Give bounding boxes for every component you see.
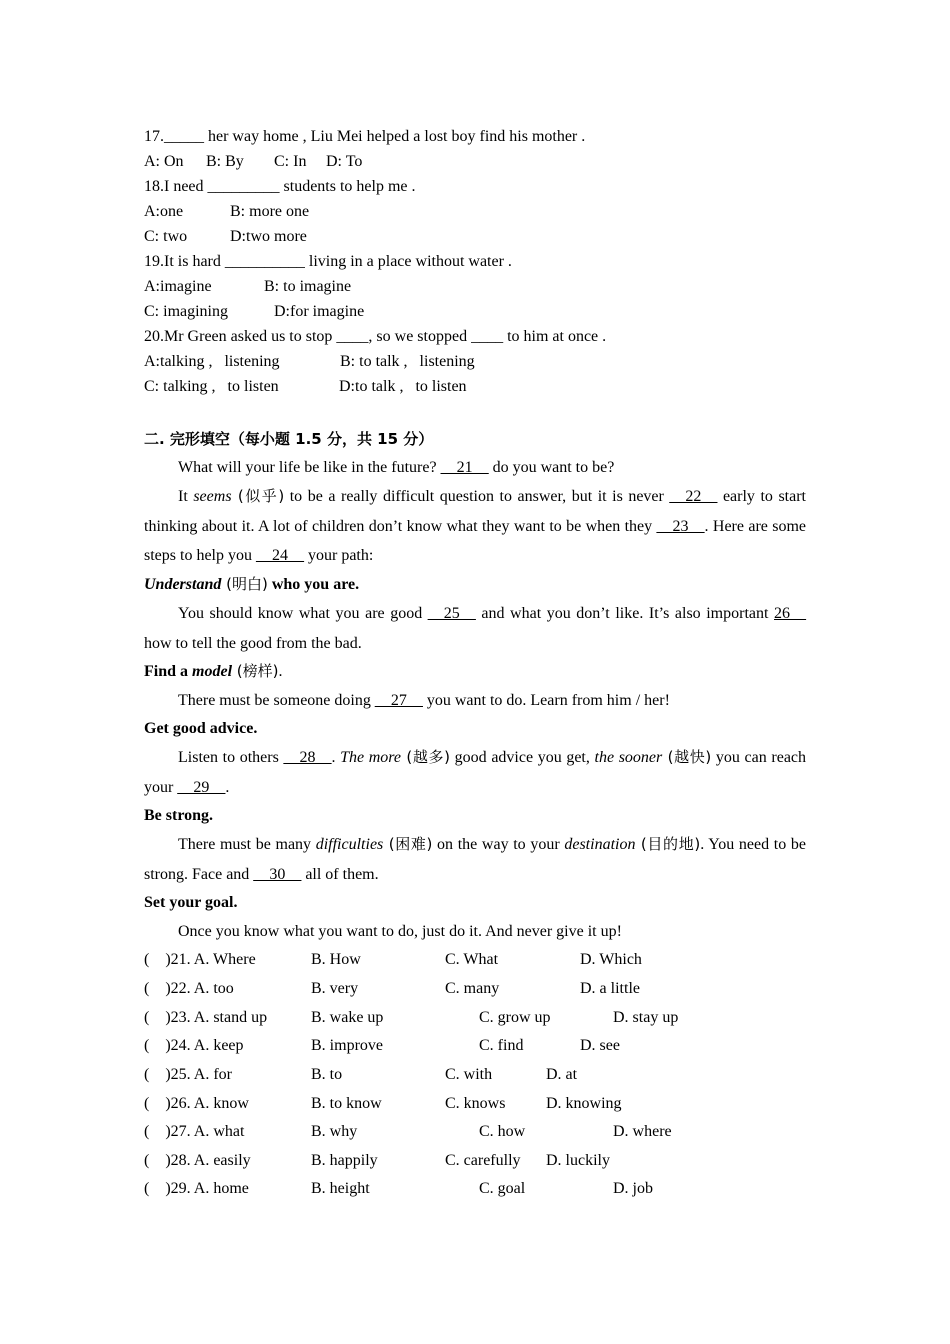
blank-23: __23__ — [656, 517, 705, 535]
cloze-q29: ( )29. A. home — [144, 1180, 249, 1197]
q20-option-a: A:talking , listening — [144, 353, 280, 370]
cloze-q23-d: D. stay up — [613, 1009, 679, 1026]
q18-option-b: B: more one — [230, 203, 310, 220]
question-17: 17._____ her way home , Liu Mei helped a lost boy find his mother . — [144, 128, 586, 145]
cloze-q23-c: C. grow up — [479, 1009, 551, 1026]
cloze-q27-d: D. where — [613, 1123, 672, 1140]
cloze-q22-c: C. many — [445, 980, 500, 997]
cloze-q26: ( )26. A. know — [144, 1095, 249, 1112]
q19-option-d: D:for imagine — [274, 303, 365, 320]
blank-28: __28__ — [283, 749, 332, 766]
cloze-paragraph-7: Once you know what you want to do, just do it. And never give it up! — [178, 923, 622, 940]
cloze-q28: ( )28. A. easily — [144, 1152, 251, 1169]
q18-option-a: A:one — [144, 203, 184, 220]
cloze-q29-b: B. height — [311, 1180, 370, 1197]
section-2-title: 二. 完形填空（每小题 1.5 分，共 15 分） — [144, 430, 434, 448]
cloze-q26-b: B. to know — [311, 1095, 382, 1112]
cloze-q23-b: B. wake up — [311, 1009, 384, 1026]
blank-26: 26__ — [774, 605, 807, 622]
q20-option-b: B: to talk , listening — [340, 353, 475, 370]
cloze-q22-b: B. very — [311, 980, 359, 997]
q20-option-d: D:to talk , to listen — [339, 378, 467, 395]
cloze-q26-c: C. knows — [445, 1095, 506, 1112]
blank-30: __30__ — [253, 865, 302, 883]
cloze-q27: ( )27. A. what — [144, 1123, 245, 1140]
cloze-q25: ( )25. A. for — [144, 1066, 232, 1083]
cloze-paragraph-5: Listen to others __28__. The more (越多) good advice you get, the sooner (越快) you can reach your __29__. — [144, 748, 807, 796]
heading-find-model: Find a model (榜样). — [144, 662, 283, 680]
cloze-paragraph-3: You should know what you are good __25__ and what you don’t like. It’s also important 26__ how to tell the good from the bad. — [144, 605, 807, 652]
cloze-q24-b: B. improve — [311, 1037, 383, 1054]
cloze-q28-d: D. luckily — [546, 1152, 610, 1169]
cloze-q23: ( )23. A. stand up — [144, 1009, 268, 1026]
blank-22: __22__ — [669, 488, 718, 505]
q19-option-a: A:imagine — [144, 278, 212, 295]
cloze-q21-b: B. How — [311, 951, 361, 968]
question-19: 19.It is hard __________ living in a place without water . — [144, 253, 512, 270]
q17-option-d: D: To — [326, 153, 363, 170]
cloze-q24-c: C. find — [479, 1037, 524, 1054]
cloze-q28-c: C. carefully — [445, 1152, 521, 1169]
heading-advice: Get good advice. — [144, 720, 258, 737]
cloze-paragraph-1: What will your life be like in the future? __21__ do you want to be? — [178, 459, 615, 476]
question-18: 18.I need _________ students to help me . — [144, 178, 416, 195]
cloze-q25-c: C. with — [445, 1066, 493, 1083]
heading-understand: Understand (明白) who you are. — [144, 575, 360, 593]
cloze-q29-d: D. job — [613, 1180, 653, 1197]
question-20: 20.Mr Green asked us to stop ____, so we stopped ____ to him at once . — [144, 328, 607, 345]
cloze-q25-b: B. to — [311, 1066, 343, 1083]
q17-option-c: C: In — [274, 153, 307, 170]
cloze-q25-d: D. at — [546, 1066, 578, 1083]
q19-option-c: C: imagining — [144, 303, 228, 320]
cloze-paragraph-6: There must be many difficulties (困难) on the way to your destination (目的地). You need to be strong. Face and __30__ all of them. — [144, 835, 806, 883]
blank-29: __29__ — [177, 778, 226, 796]
cloze-q27-c: C. how — [479, 1123, 526, 1140]
heading-be-strong: Be strong. — [144, 807, 214, 824]
cloze-q22-d: D. a little — [580, 980, 640, 997]
cloze-paragraph-4: There must be someone doing __27__ you want to do. Learn from him / her! — [178, 692, 670, 709]
cloze-q28-b: B. happily — [311, 1152, 378, 1169]
cloze-q24: ( )24. A. keep — [144, 1037, 244, 1054]
q18-option-d: D:two more — [230, 228, 307, 245]
q20-option-c: C: talking , to listen — [144, 378, 279, 395]
cloze-q22: ( )22. A. too — [144, 980, 234, 997]
cloze-q26-d: D. knowing — [546, 1095, 622, 1112]
q17-option-a: A: On — [144, 153, 184, 170]
cloze-q21-d: D. Which — [580, 951, 642, 968]
cloze-q21: ( )21. A. Where — [144, 951, 256, 968]
q18-option-c: C: two — [144, 228, 188, 245]
q19-option-b: B: to imagine — [264, 278, 352, 295]
blank-24: __24__ — [256, 547, 304, 564]
heading-goal: Set your goal. — [144, 894, 238, 911]
q17-option-b: B: By — [206, 153, 244, 170]
blank-21: __21__ — [440, 459, 489, 476]
blank-25: __25__ — [427, 605, 476, 622]
cloze-q21-c: C. What — [445, 951, 499, 968]
cloze-q27-b: B. why — [311, 1123, 358, 1140]
cloze-q24-d: D. see — [580, 1037, 620, 1054]
blank-27: __27__ — [374, 692, 423, 709]
cloze-paragraph-2: It seems (似乎) to be a really difficult question to answer, but it is never __22__ early to start thinking about it. A lot of children don’t know what they want to be when they __23__. Here are some steps to help you __24__ your path: — [144, 487, 807, 564]
cloze-q29-c: C. goal — [479, 1180, 526, 1197]
